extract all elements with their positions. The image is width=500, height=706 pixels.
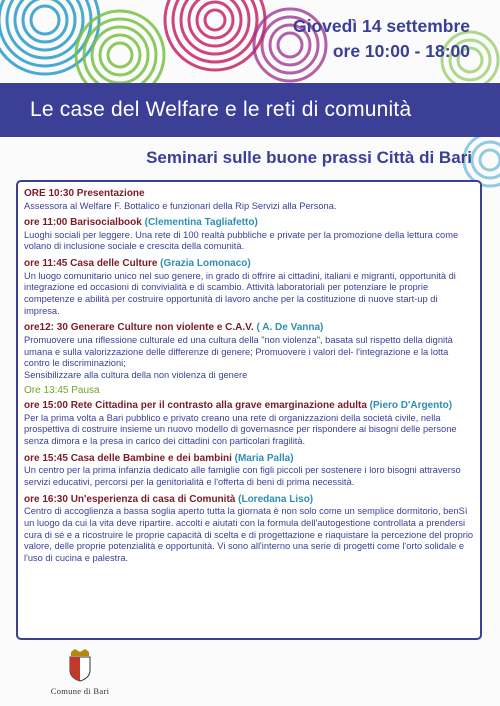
comune-logo (40, 648, 120, 696)
event-time: ore 10:00 - 18:00 (332, 41, 470, 61)
program-item-time-title: ore 15:00 Rete Cittadina per il contrasto alla grave emarginazione adulta (24, 400, 370, 412)
program-item-description: Promuovere una riflessione culturale ed una cultura della "non violenza", basata sul rispetto della dignità umana e sulla valorizzazione delle differenze di genere; Promuovere i valori del- l'integrazione e la lotta contro le discriminazioni; Sensibilizzare alla cultura della non violenza di genere (24, 334, 453, 381)
event-datetime (293, 14, 470, 64)
program-item (24, 400, 474, 448)
program-item-speaker: (Grazia Lomonaco) (160, 258, 251, 270)
coat-of-arms-icon (67, 648, 93, 682)
program-item (24, 453, 474, 489)
program-item-time-title: ore12: 30 Generare Culture non violente e C.A.V. (24, 322, 257, 334)
program-box (16, 180, 482, 640)
program-item-time-title: ore 15:45 Casa delle Bambine e dei bambini (24, 452, 235, 464)
program-item (24, 322, 474, 381)
program-item-description: Luoghi sociali per leggere. Una rete di 100 realtà pubbliche e private per la promozione della lettura come volano di inclusione sociale e crescita della comunità. (24, 229, 459, 252)
pause-label: Ore 13:45 Pausa (24, 384, 100, 396)
program-item-time-title: ore 11:00 Barisocialbook (24, 217, 145, 229)
program-item (24, 494, 474, 565)
program-item-title (24, 188, 474, 201)
program-item-speaker: (Piero D'Argento) (369, 400, 453, 412)
event-date: Giovedì 14 settembre (292, 16, 470, 36)
program-item-description: Centro di accoglienza a bassa soglia aperto tutta la giornata è non solo come un semplice dormitorio, benSì un luogo da cui la vita deve ripartire. accolti e aiutati con la formula dell'autogestione controllata a prendersi cura di sé e a ricostruire le proprie capacità di scelta e di progettazione e riaquistare la percezione del proprio valore, delle proprie potenzialità e opportunità. Vi sono all'interno una serie di progetti come l'orto solidale e l'uso di cucina e palestra. (24, 506, 474, 564)
program-item-speaker: ( A. De Vanna) (256, 322, 324, 334)
program-item (24, 258, 474, 317)
program-item-description: Un centro per la prima infanzia dedicato alle famiglie con figli piccoli per sostenere i loro bisogni attraverso servizi educativi, percorsi per la genitorialità e l'offerta di beni di prima necessità. (24, 465, 461, 488)
program-item-time-title: ORE 10:30 Presentazione (24, 188, 145, 199)
program-item-time-title: ore 16:30 Un'esperienza di casa di Comunità (24, 493, 239, 505)
program-item-title (24, 322, 474, 335)
page-subtitle: Seminari sulle buone prassi Città di Bari (146, 148, 472, 167)
program-item-time-title: ore 11:45 Casa delle Culture (24, 258, 161, 270)
program-item-description: Assessora al Welfare F. Bottalico e funzionari della Rip Servizi alla Persona. (24, 200, 337, 211)
page-title: Le case del Welfare e le reti di comunità (30, 98, 412, 121)
comune-name: Comune di Bari (50, 686, 110, 696)
program-item-title (24, 400, 474, 413)
program-item (24, 217, 474, 253)
program-item-title (24, 453, 474, 466)
program-item-description: Un luogo comunitario unico nel suo genere, in grado di offrire ai cittadini, italiani e migranti, opportunità di integrazione ed occasioni di convivialità e di scambio. Attività laboratoriali per potenziare le proprie competenze e abilità per costruire opportunità di lavoro anche per la costituzione di nuove start-up di impresa. (24, 270, 456, 316)
program-item-title (24, 217, 474, 230)
program-item-speaker: (Maria Palla) (234, 452, 294, 464)
program-item-title (24, 494, 474, 507)
program-item-speaker: (Loredana Liso) (238, 493, 314, 505)
program-item-description: Per la prima volta a Bari pubblico e privato creano una rete di organizzazioni della società civile, nella prospettiva di costruire insieme un nuovo modello di governasnce per rispondere ai bisogni delle persone senza dimora e la presa in carico dei cittadini con particolari fragilità. (24, 412, 457, 447)
title-banner (0, 83, 500, 137)
program-item (24, 188, 474, 212)
program-item-title (24, 258, 474, 271)
program-item-speaker: (Clementina Tagliafetto) (144, 217, 258, 229)
